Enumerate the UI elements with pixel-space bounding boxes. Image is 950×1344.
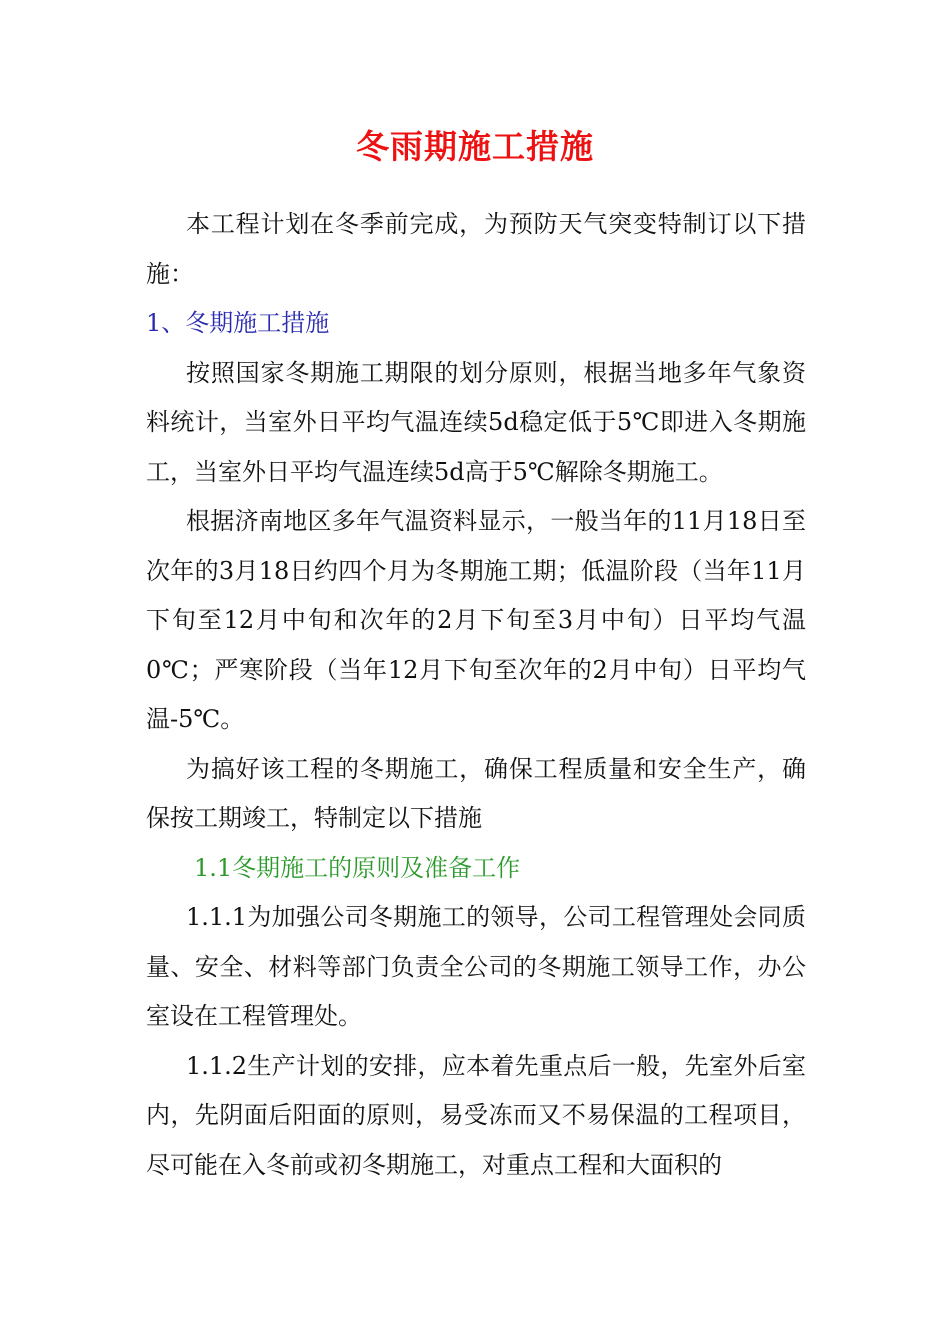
document-title: 冬雨期施工措施 bbox=[356, 127, 594, 166]
paragraph-1-1-2: 1.1.2生产计划的安排，应本着先重点后一般，先室外后室内，先阴面后阳面的原则，易受冻而又不易保温的工程项目，尽可能在入冬前或初冬期施工，对重点工程和大面积的 bbox=[146, 1051, 806, 1179]
section-heading-winter-construction: 1、冬期施工措施 bbox=[146, 309, 330, 337]
subsection-heading-principles: 1.1冬期施工的原则及准备工作 bbox=[194, 853, 521, 882]
paragraph-intro: 本工程计划在冬季前完成，为预防天气突变特制订以下措施： bbox=[146, 210, 806, 288]
document-body bbox=[146, 200, 806, 1190]
paragraph-jinan-temperature: 根据济南地区多年气温资料显示，一般当年的11月18日至次年的3月18日约四个月为冬期施工期；低温阶段（当年11月下旬至12月中旬和次年的2月下旬至3月中旬）日平均气温0℃；严寒阶段（当年12月下旬至次年的2月中旬）日平均气温-5℃。 bbox=[146, 507, 806, 733]
paragraph-winter-period-definition: 按照国家冬期施工期限的划分原则，根据当地多年气象资料统计，当室外日平均气温连续5d稳定低于5℃即进入冬期施工，当室外日平均气温连续5d高于5℃解除冬期施工。 bbox=[146, 358, 806, 486]
paragraph-measures-purpose: 为搞好该工程的冬期施工，确保工程质量和安全生产，确保按工期竣工，特制定以下措施 bbox=[146, 754, 806, 832]
paragraph-1-1-1: 1.1.1为加强公司冬期施工的领导，公司工程管理处会同质量、安全、材料等部门负责全公司的冬期施工领导工作，办公室设在工程管理处。 bbox=[146, 903, 806, 1030]
